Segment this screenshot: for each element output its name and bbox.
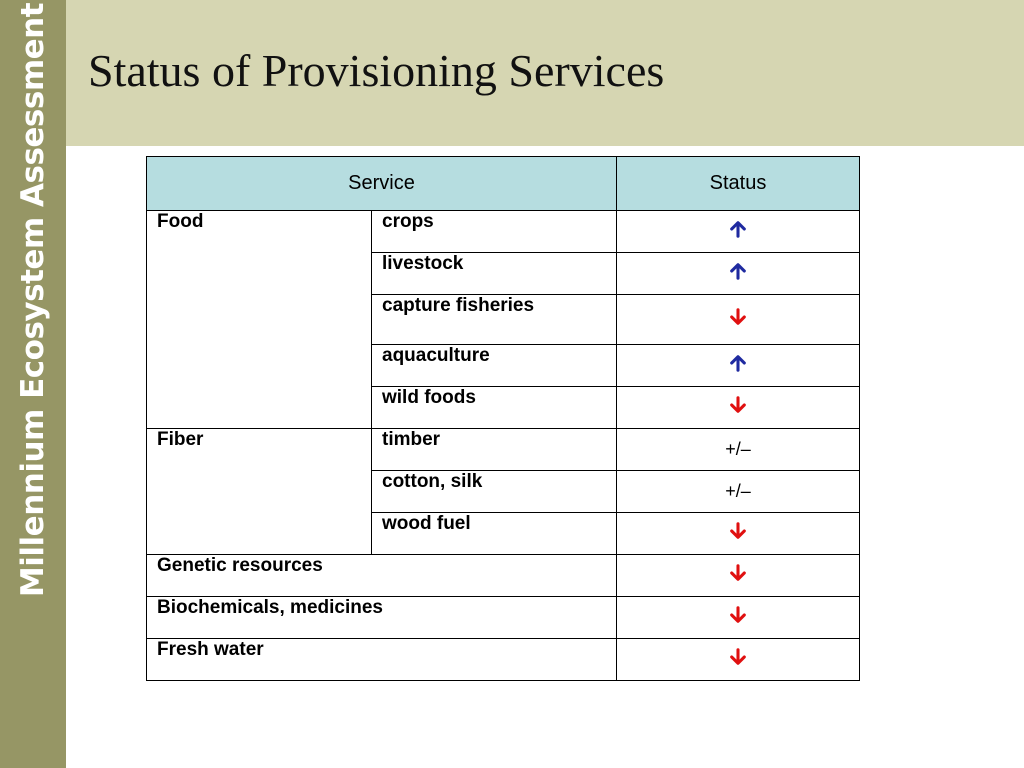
category-genetic-resources: Genetic resources — [147, 555, 617, 597]
arrow-down-icon — [729, 648, 747, 666]
item-crops: crops — [372, 211, 617, 253]
status-wild-foods — [617, 387, 860, 429]
item-timber: timber — [372, 429, 617, 471]
arrow-down-icon — [729, 396, 747, 414]
status-livestock — [617, 253, 860, 295]
sidebar-title: Millennium Ecosystem Assessment — [15, 2, 51, 598]
arrow-up-icon — [729, 262, 747, 280]
arrow-up-icon — [729, 354, 747, 372]
services-table — [146, 156, 860, 681]
category-fiber: Fiber — [147, 429, 372, 555]
arrow-down-icon — [729, 522, 747, 540]
item-livestock: livestock — [372, 253, 617, 295]
sidebar — [0, 0, 66, 768]
item-aquaculture: aquaculture — [372, 345, 617, 387]
status-capture-fisheries — [617, 295, 860, 345]
mixed-status-text: +/– — [725, 481, 751, 501]
table-row — [147, 555, 860, 597]
table-row — [147, 597, 860, 639]
mixed-status-text: +/– — [725, 439, 751, 459]
page-title: Status of Provisioning Services — [88, 45, 665, 96]
status-crops — [617, 211, 860, 253]
category-fresh-water: Fresh water — [147, 639, 617, 681]
service-header: Service — [147, 157, 617, 211]
arrow-down-icon — [729, 308, 747, 326]
table-row — [147, 211, 860, 253]
item-capture-fisheries: capture fisheries — [372, 295, 617, 345]
arrow-down-icon — [729, 564, 747, 582]
item-wood-fuel: wood fuel — [372, 513, 617, 555]
status-cotton-silk — [617, 471, 860, 513]
item-cotton-silk: cotton, silk — [372, 471, 617, 513]
status-fresh-water — [617, 639, 860, 681]
status-wood-fuel — [617, 513, 860, 555]
status-genetic-resources — [617, 555, 860, 597]
status-biochemicals-medicines — [617, 597, 860, 639]
table-header-row — [147, 157, 860, 211]
category-biochemicals-medicines: Biochemicals, medicines — [147, 597, 617, 639]
category-food: Food — [147, 211, 372, 429]
table-row — [147, 429, 860, 471]
status-aquaculture — [617, 345, 860, 387]
arrow-up-icon — [729, 220, 747, 238]
arrow-down-icon — [729, 606, 747, 624]
status-header: Status — [617, 157, 860, 211]
item-wild-foods: wild foods — [372, 387, 617, 429]
table-row — [147, 639, 860, 681]
status-timber — [617, 429, 860, 471]
